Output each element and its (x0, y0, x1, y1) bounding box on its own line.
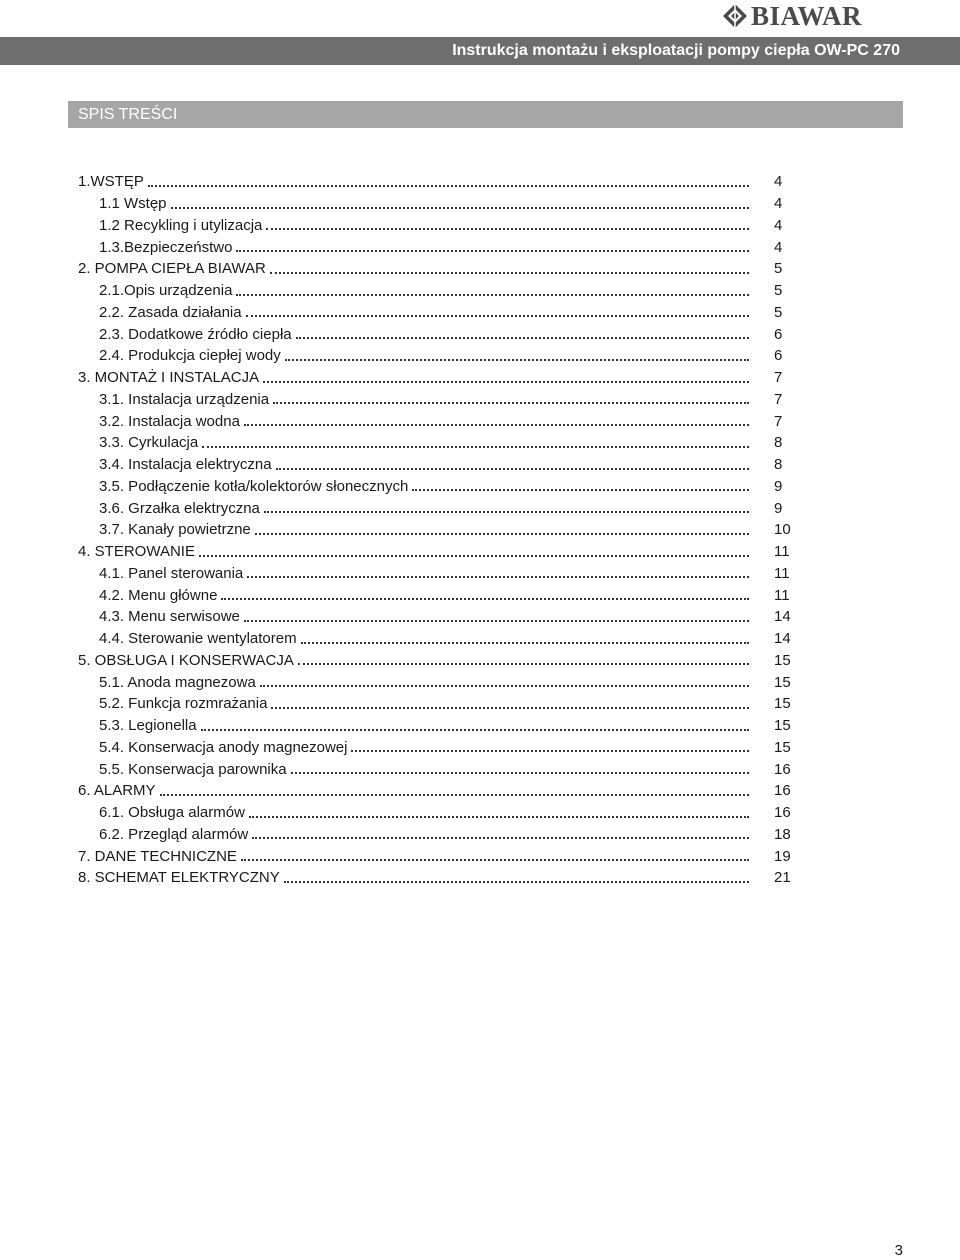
toc-entry-title: 3.7. Kanały powietrzne (99, 521, 251, 539)
toc-dot-leader (199, 555, 749, 557)
toc-entry-title: 2.3. Dodatkowe źródło ciepła (99, 325, 292, 343)
toc-heading-bar (68, 101, 903, 128)
toc-dot-leader (273, 402, 749, 404)
toc-dot-leader (252, 837, 749, 839)
toc-entry-page: 4 (774, 195, 783, 213)
toc-entry[interactable] (78, 606, 798, 628)
toc-entry-page: 8 (774, 434, 783, 452)
toc-entry-title: 6.2. Przegląd alarmów (99, 825, 249, 843)
toc-entry-page: 14 (774, 608, 791, 626)
toc-dot-leader (276, 468, 749, 470)
toc-dot-leader (412, 489, 749, 491)
toc-entry-page: 9 (774, 477, 783, 495)
toc-entry-page: 15 (774, 673, 791, 691)
toc-entry-page: 15 (774, 738, 791, 756)
toc-entry-page: 11 (774, 586, 790, 604)
toc-dot-leader (244, 424, 749, 426)
document-title: Instrukcja montażu i eksploatacji pompy ciepła OW-PC 270 (452, 42, 900, 59)
toc-entry[interactable] (78, 323, 798, 345)
toc-entry-page: 9 (774, 499, 783, 517)
toc-entry[interactable] (78, 584, 798, 606)
toc-entry-page: 15 (774, 695, 791, 713)
toc-entry[interactable] (78, 345, 798, 367)
toc-dot-leader (351, 750, 749, 752)
biawar-logo-icon (723, 4, 747, 28)
toc-entry[interactable] (78, 410, 798, 432)
page-number: 3 (894, 1242, 903, 1259)
toc-entry-page: 5 (774, 303, 783, 321)
toc-dot-leader (301, 642, 749, 644)
toc-entry-title: 5.4. Konserwacja anody magnezowej (99, 738, 348, 756)
toc-entry-page: 6 (774, 325, 783, 343)
toc-entry[interactable] (78, 215, 798, 237)
toc-dot-leader (221, 598, 749, 600)
toc-dot-leader (247, 576, 749, 578)
toc-entry-title: 4.4. Sterowanie wentylatorem (99, 630, 297, 648)
toc-entry[interactable] (78, 845, 798, 867)
toc-entry[interactable] (78, 671, 798, 693)
toc-entry-title: 5.2. Funkcja rozmrażania (99, 695, 268, 713)
toc-dot-leader (266, 228, 749, 230)
toc-dot-leader (202, 446, 749, 448)
brand-logo (723, 0, 862, 32)
toc-entry-title: 4.2. Menu główne (99, 586, 218, 604)
toc-entry-page: 11 (774, 543, 790, 561)
toc-dot-leader (171, 207, 749, 209)
toc-entry[interactable] (78, 563, 798, 585)
toc-entry-title: 8. SCHEMAT ELEKTRYCZNY (78, 869, 280, 887)
toc-entry-title: 3.3. Cyrkulacja (99, 434, 199, 452)
toc-entry-title: 3.4. Instalacja elektryczna (99, 456, 272, 474)
toc-dot-leader (270, 272, 749, 274)
toc-entry[interactable] (78, 541, 798, 563)
toc-entry[interactable] (78, 193, 798, 215)
toc-entry-page: 7 (774, 412, 783, 430)
toc-entry[interactable] (78, 867, 798, 889)
toc-entry-title: 1.1 Wstęp (99, 195, 167, 213)
toc-entry[interactable] (78, 519, 798, 541)
toc-dot-leader (291, 772, 749, 774)
toc-entry-page: 18 (774, 825, 791, 843)
toc-entry-page: 15 (774, 651, 791, 669)
toc-entry-page: 14 (774, 630, 791, 648)
toc-entry-title: 4.3. Menu serwisowe (99, 608, 240, 626)
toc-entry-title: 3.2. Instalacja wodna (99, 412, 240, 430)
table-of-contents (78, 171, 798, 889)
toc-entry-title: 4.1. Panel sterowania (99, 564, 244, 582)
toc-entry-page: 16 (774, 804, 791, 822)
toc-entry-page: 21 (774, 869, 791, 887)
toc-dot-leader (284, 881, 749, 883)
toc-entry[interactable] (78, 693, 798, 715)
toc-entry-title: 2.2. Zasada działania (99, 303, 242, 321)
toc-entry-page: 5 (774, 282, 783, 300)
toc-entry-title: 1.WSTĘP (78, 173, 144, 191)
toc-entry[interactable] (78, 780, 798, 802)
toc-entry-title: 3.1. Instalacja urządzenia (99, 390, 270, 408)
toc-dot-leader (263, 381, 749, 383)
toc-dot-leader (264, 511, 749, 513)
toc-entry-page: 5 (774, 260, 783, 278)
toc-entry-page: 11 (774, 564, 790, 582)
toc-entry-title: 5.3. Legionella (99, 717, 197, 735)
toc-entry-title: 6. ALARMY (78, 782, 156, 800)
toc-entry-title: 5.1. Anoda magnezowa (99, 673, 256, 691)
toc-entry-title: 3. MONTAŻ I INSTALACJA (78, 369, 260, 387)
toc-entry[interactable] (78, 628, 798, 650)
toc-entry[interactable] (78, 476, 798, 498)
toc-entry-title: 1.3.Bezpieczeństwo (99, 238, 233, 256)
toc-dot-leader (255, 533, 749, 535)
brand-name: BIAWAR (750, 0, 862, 31)
toc-dot-leader (246, 315, 749, 317)
toc-entry-page: 16 (774, 782, 791, 800)
toc-entry-title: 5.5. Konserwacja parownika (99, 760, 287, 778)
toc-dot-leader (271, 707, 749, 709)
toc-entry[interactable] (78, 258, 798, 280)
toc-entry[interactable] (78, 454, 798, 476)
toc-entry-title: 1.2 Recykling i utylizacja (99, 216, 263, 234)
toc-dot-leader (236, 294, 749, 296)
toc-dot-leader (285, 359, 749, 361)
document-header-bar (0, 37, 960, 65)
toc-entry-page: 4 (774, 216, 783, 234)
toc-entry-title: 4. STEROWANIE (78, 543, 195, 561)
toc-entry[interactable] (78, 715, 798, 737)
toc-entry-title: 7. DANE TECHNICZNE (78, 847, 237, 865)
toc-entry[interactable] (78, 367, 798, 389)
toc-entry[interactable] (78, 802, 798, 824)
toc-dot-leader (249, 816, 749, 818)
toc-dot-leader (244, 620, 749, 622)
toc-entry-title: 2. POMPA CIEPŁA BIAWAR (78, 260, 266, 278)
toc-dot-leader (201, 729, 749, 731)
toc-entry[interactable] (78, 302, 798, 324)
toc-dot-leader (298, 663, 749, 665)
toc-entry[interactable] (78, 758, 798, 780)
toc-entry-title: 5. OBSŁUGA I KONSERWACJA (78, 651, 294, 669)
toc-entry[interactable] (78, 389, 798, 411)
toc-entry-page: 4 (774, 238, 783, 256)
toc-entry[interactable] (78, 497, 798, 519)
toc-dot-leader (260, 685, 749, 687)
toc-entry-page: 19 (774, 847, 791, 865)
toc-entry[interactable] (78, 737, 798, 759)
toc-entry-page: 6 (774, 347, 783, 365)
toc-dot-leader (148, 185, 749, 187)
toc-entry-page: 15 (774, 717, 791, 735)
toc-dot-leader (241, 859, 749, 861)
toc-entry-title: 3.5. Podłączenie kotła/kolektorów słonecznych (99, 477, 409, 495)
toc-entry-page: 16 (774, 760, 791, 778)
toc-entry-title: 6.1. Obsługa alarmów (99, 804, 245, 822)
toc-entry[interactable] (78, 236, 798, 258)
toc-entry-title: 3.6. Grzałka elektryczna (99, 499, 260, 517)
toc-entry[interactable] (78, 650, 798, 672)
toc-dot-leader (236, 250, 749, 252)
toc-entry-page: 8 (774, 456, 783, 474)
toc-dot-leader (296, 337, 749, 339)
toc-entry[interactable] (78, 171, 798, 193)
toc-entry-page: 4 (774, 173, 783, 191)
toc-entry-page: 7 (774, 390, 783, 408)
toc-entry[interactable] (78, 432, 798, 454)
toc-dot-leader (160, 794, 749, 796)
toc-entry-page: 7 (774, 369, 783, 387)
toc-entry-title: 2.1.Opis urządzenia (99, 282, 233, 300)
toc-entry[interactable] (78, 280, 798, 302)
toc-entry[interactable] (78, 824, 798, 846)
toc-entry-title: 2.4. Produkcja ciepłej wody (99, 347, 281, 365)
toc-heading: SPIS TREŚCI (78, 105, 178, 123)
toc-entry-page: 10 (774, 521, 791, 539)
